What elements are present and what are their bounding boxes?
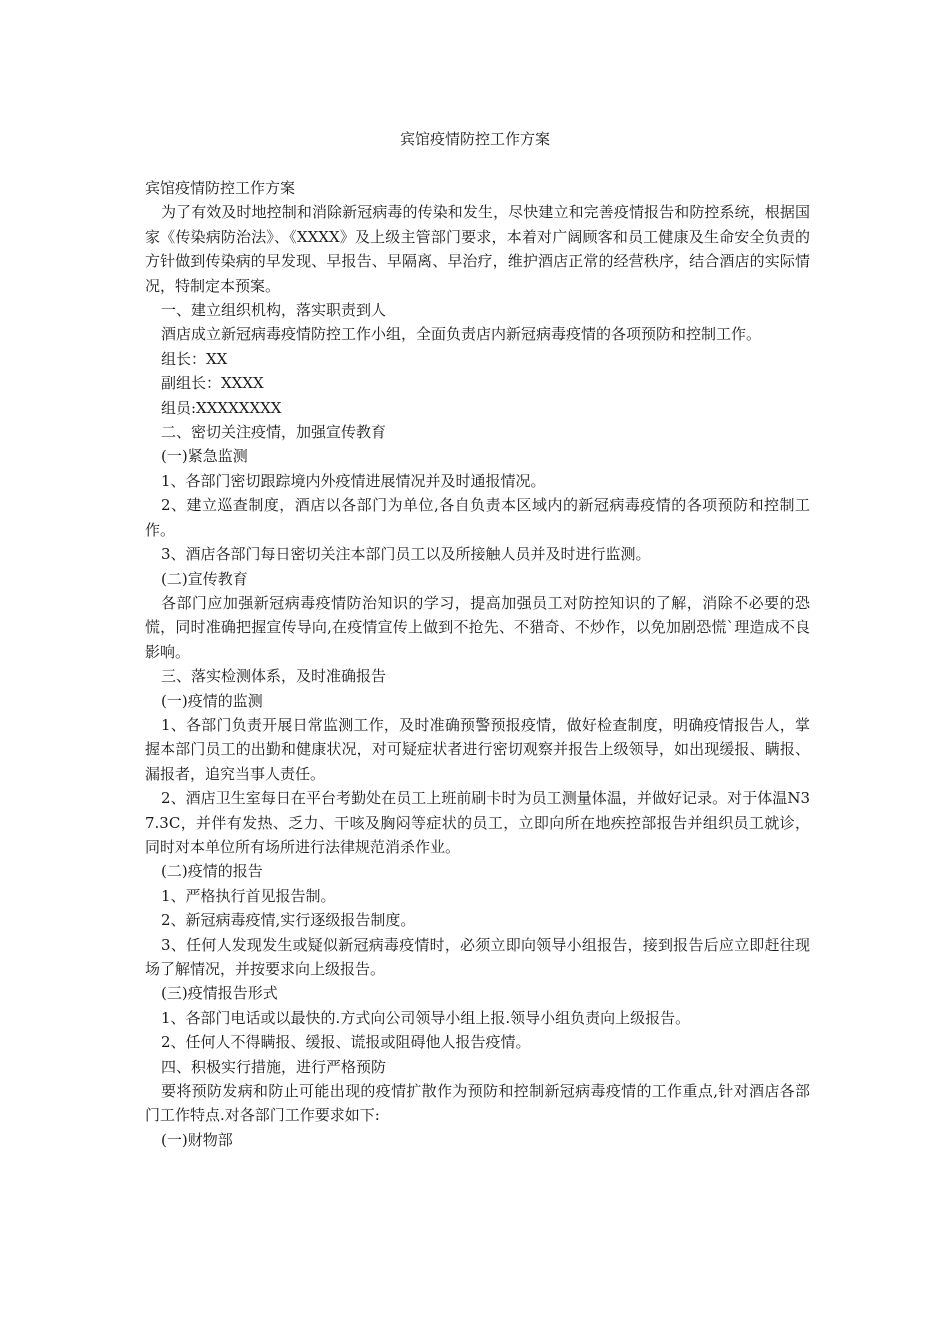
paragraph: 组员:XXXXXXXX	[161, 398, 282, 417]
paragraph: 为了有效及时地控制和消除新冠病毒的传染和发生，尽快建立和完善疫情报告和防控系统，根据国家《传染病防治法》、《XXXX》及上级主管部门要求，本着对广阔顾客和员工健康及生命安全负责的方针做到传染病的早发现、早报告、早隔离、早治疗，维护酒店正常的经营秩序，结合酒店的实际情况，特制定本预案。	[145, 203, 810, 295]
paragraph: 2、新冠病毒疫情,实行逐级报告制度。	[161, 911, 416, 930]
paragraph: 1、各部门密切跟踪境内外疫情进展情况并及时通报情况。	[161, 471, 546, 490]
paragraph: 1、各部门负责开展日常监测工作，及时准确预警预报疫情，做好检查制度，明确疫情报告人，掌握本部门员工的出勤和健康状况，对可疑症状者进行密切观察并报告上级领导，如出现缓报、瞒报、漏报者，追究当事人责任。	[145, 715, 810, 783]
paragraph: 三、落实检测体系，及时准确报告	[161, 667, 387, 686]
document-body	[145, 176, 810, 1152]
paragraph: 四、积极实行措施，进行严格预防	[161, 1057, 387, 1076]
document-title: 宾馆疫情防控工作方案	[399, 130, 550, 148]
paragraph: 各部门应加强新冠病毒疫情防治知识的学习，提高加强员工对防控知识的了解，消除不必要的恐慌，同时准确把握宣传导向,在疫情宣传上做到不抢先、不猎奇、不炒作，以免加剧恐慌`理造成不良影响。	[145, 593, 810, 661]
paragraph: 1、各部门电话或以最快的.方式向公司领导小组上报.领导小组负责向上级报告。	[161, 1008, 691, 1027]
paragraph: (一)财物部	[161, 1130, 233, 1149]
paragraph: (三)疫情报告形式	[161, 984, 278, 1003]
paragraph: 3、酒店各部门每日密切关注本部门员工以及所接触人员并及时进行监测。	[161, 545, 651, 564]
paragraph: (二)宣传教育	[161, 569, 248, 588]
paragraph: 要将预防发病和防止可能出现的疫情扩散作为预防和控制新冠病毒疫情的工作重点,针对酒店各部门工作特点.对各部门工作要求如下:	[145, 1082, 810, 1125]
paragraph: 组长：XX	[161, 349, 228, 368]
paragraph: (二)疫情的报告	[161, 862, 263, 881]
paragraph: 酒店成立新冠病毒疫情防控工作小组，全面负责店内新冠病毒疫情的各项预防和控制工作。	[161, 325, 762, 344]
paragraph: 宾馆疫情防控工作方案	[145, 179, 296, 197]
paragraph: 二、密切关注疫情，加强宣传教育	[161, 423, 387, 442]
paragraph: 3、任何人发现发生或疑似新冠病毒疫情时，必须立即向领导小组报告，接到报告后应立即赶往现场了解情况，并按要求向上级报告。	[145, 935, 810, 978]
paragraph: (一)疫情的监测	[161, 691, 263, 710]
paragraph: 2、任何人不得瞒报、缓报、谎报或阻碍他人报告疫情。	[161, 1033, 531, 1052]
paragraph: 一、建立组织机构，落实职责到人	[161, 301, 387, 320]
paragraph: (一)紧急监测	[161, 447, 248, 466]
paragraph: 1、严格执行首见报告制。	[161, 886, 336, 905]
paragraph: 2、酒店卫生室每日在平台考勤处在员工上班前刷卡时为员工测量体温，并做好记录。对于体温N37.3C，并伴有发热、乏力、干咳及胸闷等症状的员工，立即向所在地疾控部报告并组织员工就诊，同时对本单位所有场所进行法律规范消杀作业。	[145, 789, 810, 856]
paragraph: 副组长：XXXX	[161, 374, 264, 393]
paragraph: 2、建立巡查制度，酒店以各部门为单位,各自负责本区域内的新冠病毒疫情的各项预防和控制工作。	[145, 496, 810, 539]
